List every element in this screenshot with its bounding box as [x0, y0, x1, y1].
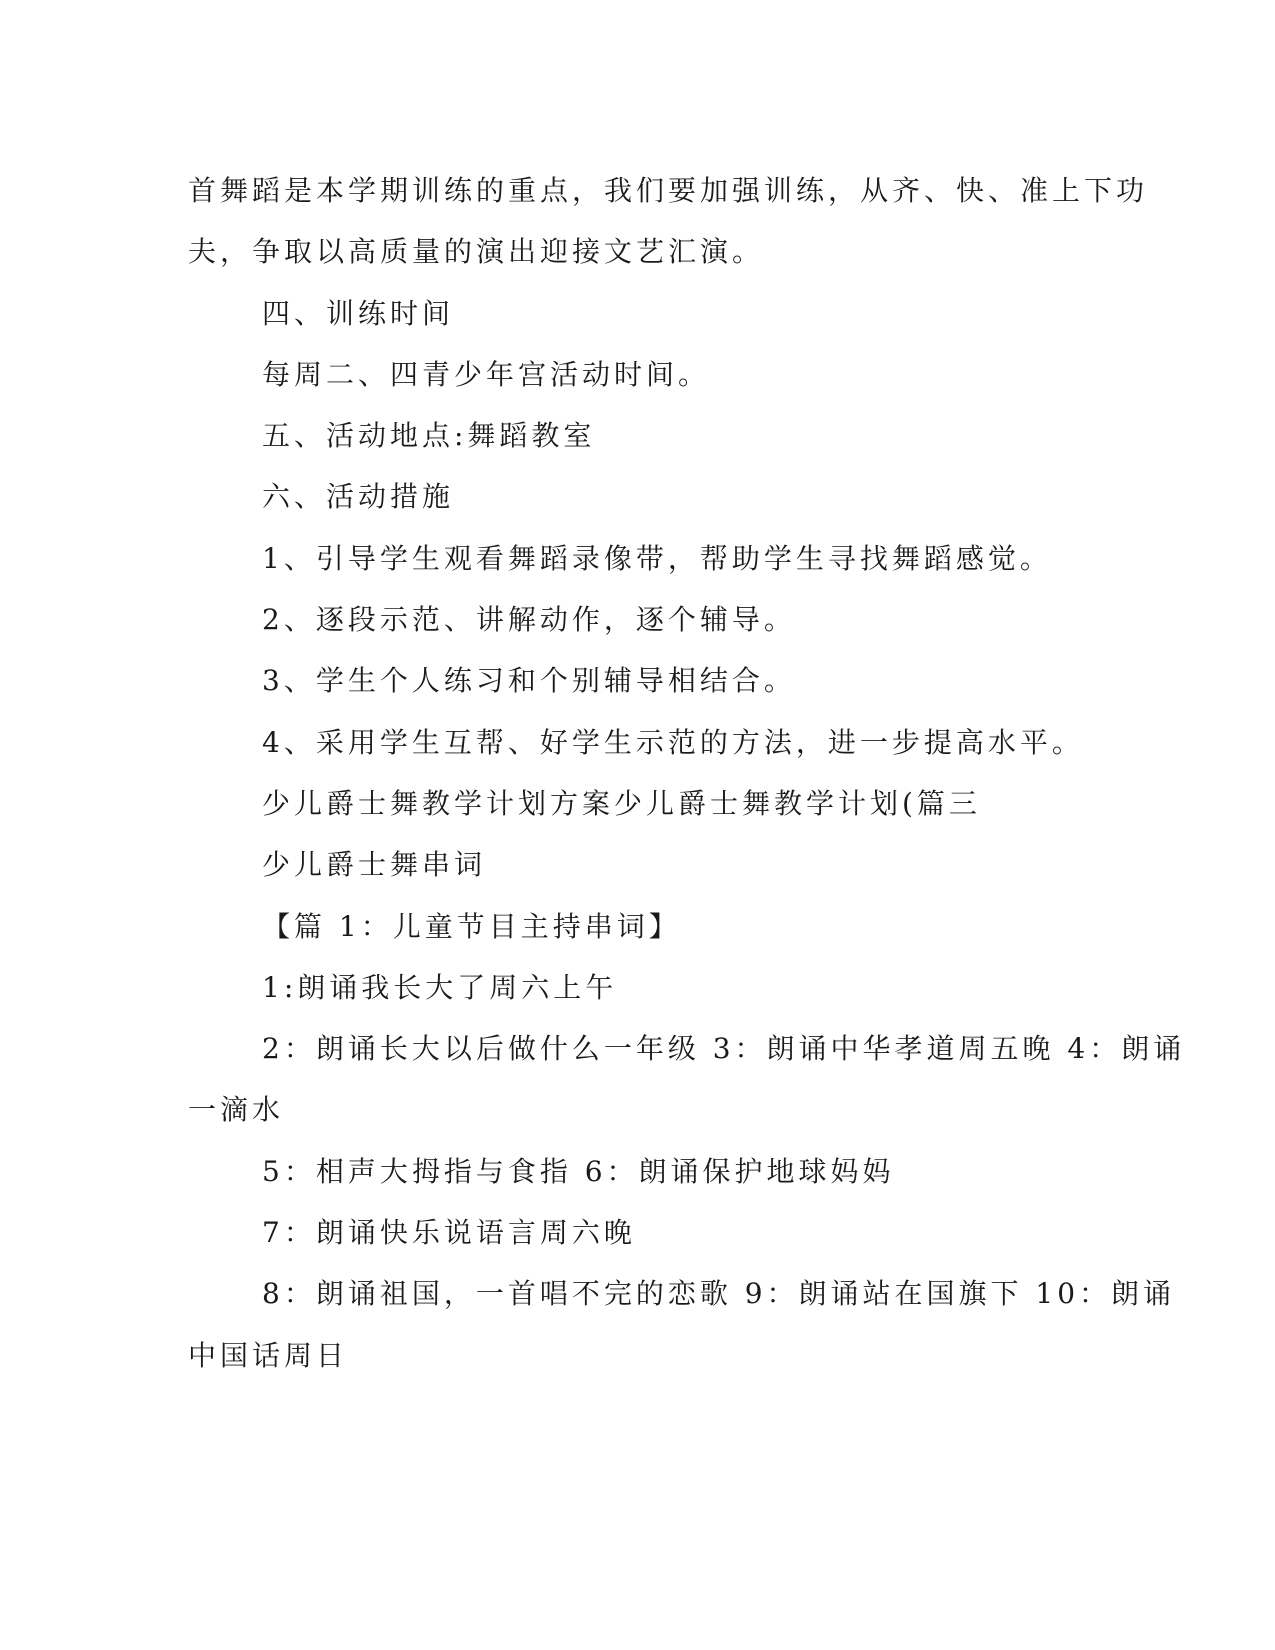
chapter-heading: 【篇 1：儿童节目主持串词】 — [262, 909, 681, 943]
section-heading-measures: 六、活动措施 — [262, 480, 455, 514]
paragraph-line: 夫，争取以高质量的演出迎接文艺汇演。 — [188, 235, 765, 269]
program-item: 8：朗诵祖国，一首唱不完的恋歌 9：朗诵站在国旗下 10：朗诵 — [262, 1277, 1176, 1311]
section-heading-training-time: 四、训练时间 — [262, 296, 455, 330]
document-body — [188, 160, 1186, 1386]
program-item: 7：朗诵快乐说语言周六晚 — [262, 1216, 636, 1250]
section-subtitle: 少儿爵士舞串词 — [262, 848, 487, 882]
list-item: 3、学生个人练习和个别辅导相结合。 — [262, 664, 796, 698]
program-item: 5：相声大拇指与食指 6：朗诵保护地球妈妈 — [262, 1154, 895, 1188]
program-item: 1:朗诵我长大了周六上午 — [262, 970, 618, 1004]
list-item: 4、采用学生互帮、好学生示范的方法，进一步提高水平。 — [262, 725, 1084, 759]
paragraph-line: 首舞蹈是本学期训练的重点，我们要加强训练，从齐、快、准上下功 — [188, 174, 1149, 207]
program-item-continued: 中国话周日 — [188, 1338, 349, 1372]
program-item-continued: 一滴水 — [188, 1093, 285, 1127]
section-heading-location: 五、活动地点:舞蹈教室 — [262, 419, 596, 453]
section-title: 少儿爵士舞教学计划方案少儿爵士舞教学计划(篇三 — [262, 786, 981, 820]
list-item: 2、逐段示范、讲解动作，逐个辅导。 — [262, 603, 796, 637]
program-item: 2：朗诵长大以后做什么一年级 3：朗诵中华孝道周五晚 4：朗诵 — [262, 1032, 1186, 1066]
list-item: 1、引导学生观看舞蹈录像带，帮助学生寻找舞蹈感觉。 — [262, 541, 1052, 575]
paragraph-line: 每周二、四青少年宫活动时间。 — [262, 357, 711, 391]
